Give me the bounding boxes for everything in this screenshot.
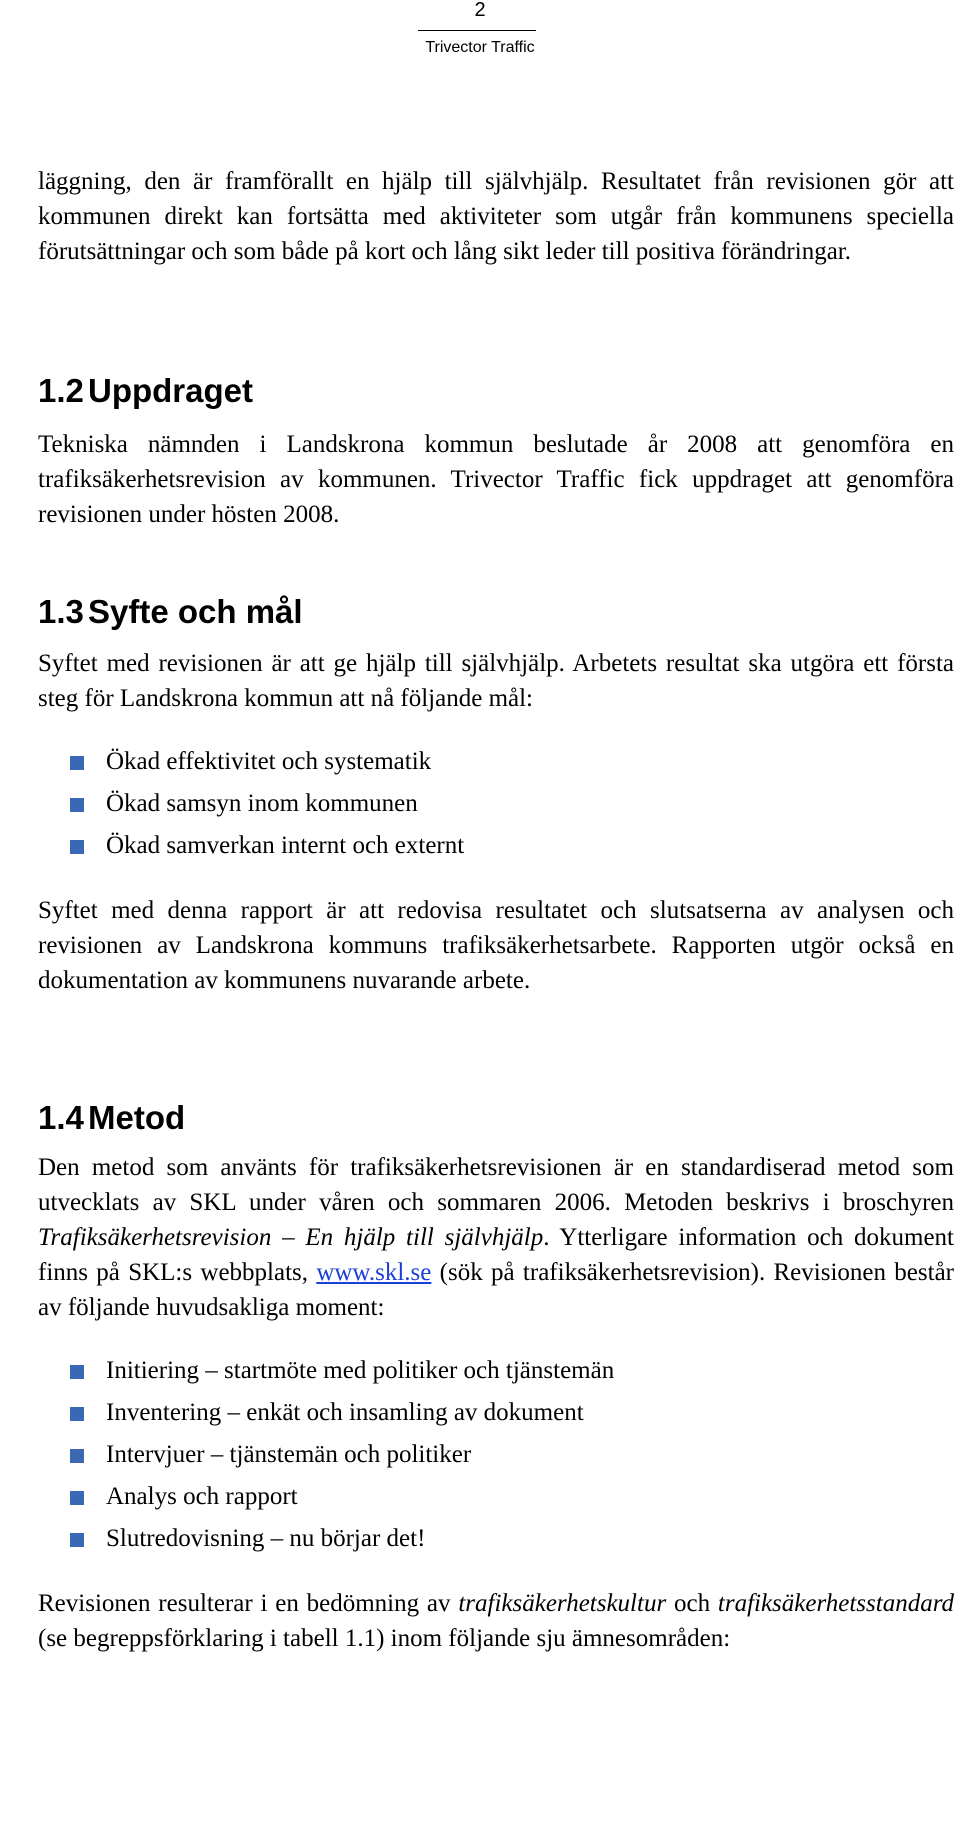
- header-rule: [418, 30, 536, 31]
- square-bullet-icon: [70, 798, 84, 812]
- list-item: [38, 1479, 954, 1514]
- square-bullet-icon: [70, 1365, 84, 1379]
- intro-paragraph: läggning, den är framförallt en hjälp till självhjälp. Resultatet från revisionen gör att kommunen direkt kan fortsätta med aktiviteter som utgår från kommunens speciella förutsättningar och som både på kort och lång sikt leder till positiva förändringar.: [38, 168, 954, 265]
- square-bullet-icon: [70, 1407, 84, 1421]
- metod-paragraph-2: [38, 1586, 954, 1656]
- list-item: [38, 786, 954, 821]
- section-title: Metod: [88, 1099, 186, 1136]
- text-run: Den metod som använts för trafiksäkerhetsrevisionen är en standardiserad metod som utvecklats av SKL under våren och sommaren 2006. Metoden beskrivs i broschyren: [38, 1154, 954, 1216]
- list-item-text: Intervjuer – tjänstemän och politiker: [106, 1441, 472, 1468]
- section-heading-uppdraget: [38, 371, 954, 411]
- skl-website-link[interactable]: www.skl.se: [316, 1259, 432, 1286]
- list-item-text: Ökad samverkan internt och externt: [106, 832, 465, 859]
- section-title: Uppdraget: [88, 372, 253, 409]
- text-run: och: [666, 1590, 718, 1617]
- list-item-text: Ökad samsyn inom kommunen: [106, 790, 418, 817]
- steps-list: [38, 1353, 954, 1556]
- section-title: Syfte och mål: [88, 593, 303, 630]
- list-item: [38, 828, 954, 863]
- metod-paragraph-1: [38, 1150, 954, 1325]
- text-run: (sök på trafiksäkerhetsrevision). Revisionen består av följande huvudsakliga moment:: [38, 1259, 954, 1321]
- section-number: 1.4: [38, 1099, 84, 1136]
- syfte-paragraph-1: Syftet med revisionen är att ge hjälp till självhjälp. Arbetets resultat ska utgöra ett första steg för Landskrona kommun att nå följande mål:: [38, 650, 954, 712]
- brochure-title: Trafiksäkerhetsrevision – En hjälp till självhjälp: [38, 1224, 544, 1251]
- page-content: [38, 164, 954, 1656]
- list-item-text: Ökad effektivitet och systematik: [106, 748, 432, 775]
- section-number: 1.2: [38, 372, 84, 409]
- list-item-text: Initiering – startmöte med politiker och tjänstemän: [106, 1357, 615, 1384]
- square-bullet-icon: [70, 1449, 84, 1463]
- list-item: [38, 1353, 954, 1388]
- list-item-text: Analys och rapport: [106, 1483, 298, 1510]
- section-heading-syfte: [38, 592, 954, 632]
- term-kultur: trafiksäkerhetskultur: [458, 1590, 667, 1617]
- square-bullet-icon: [70, 840, 84, 854]
- syfte-paragraph-2: Syftet med denna rapport är att redovisa resultatet och slutsatserna av analysen och revisionen av Landskrona kommuns trafiksäkerhetsarbete. Rapporten utgör också en dokumentation av kommunens nuvarande arbete.: [38, 897, 954, 994]
- list-item: [38, 744, 954, 779]
- list-item-text: Inventering – enkät och insamling av dokument: [106, 1399, 584, 1426]
- goals-list: [38, 744, 954, 863]
- text-run: (se begreppsförklaring i tabell 1.1) inom följande sju ämnesområden:: [38, 1625, 731, 1652]
- uppdraget-paragraph: Tekniska nämnden i Landskrona kommun beslutade år 2008 att genomföra en trafiksäkerhetsrevision av kommunen. Trivector Traffic fick uppdraget att genomföra revisionen under hösten 2008.: [38, 431, 954, 528]
- list-item: [38, 1437, 954, 1472]
- section-number: 1.3: [38, 593, 84, 630]
- text-run: Revisionen resulterar i en bedömning av: [38, 1590, 459, 1617]
- square-bullet-icon: [70, 756, 84, 770]
- page-number: 2: [474, 0, 486, 21]
- list-item: [38, 1395, 954, 1430]
- running-head: Trivector Traffic: [425, 39, 535, 56]
- text-run: . Ytterligare information och dokument finns på SKL:s webbplats,: [38, 1224, 954, 1286]
- list-item: [38, 1521, 954, 1556]
- square-bullet-icon: [70, 1533, 84, 1547]
- section-heading-metod: [38, 1098, 954, 1138]
- term-standard: trafiksäkerhetsstandard: [717, 1590, 954, 1617]
- list-item-text: Slutredovisning – nu börjar det!: [106, 1525, 426, 1552]
- square-bullet-icon: [70, 1491, 84, 1505]
